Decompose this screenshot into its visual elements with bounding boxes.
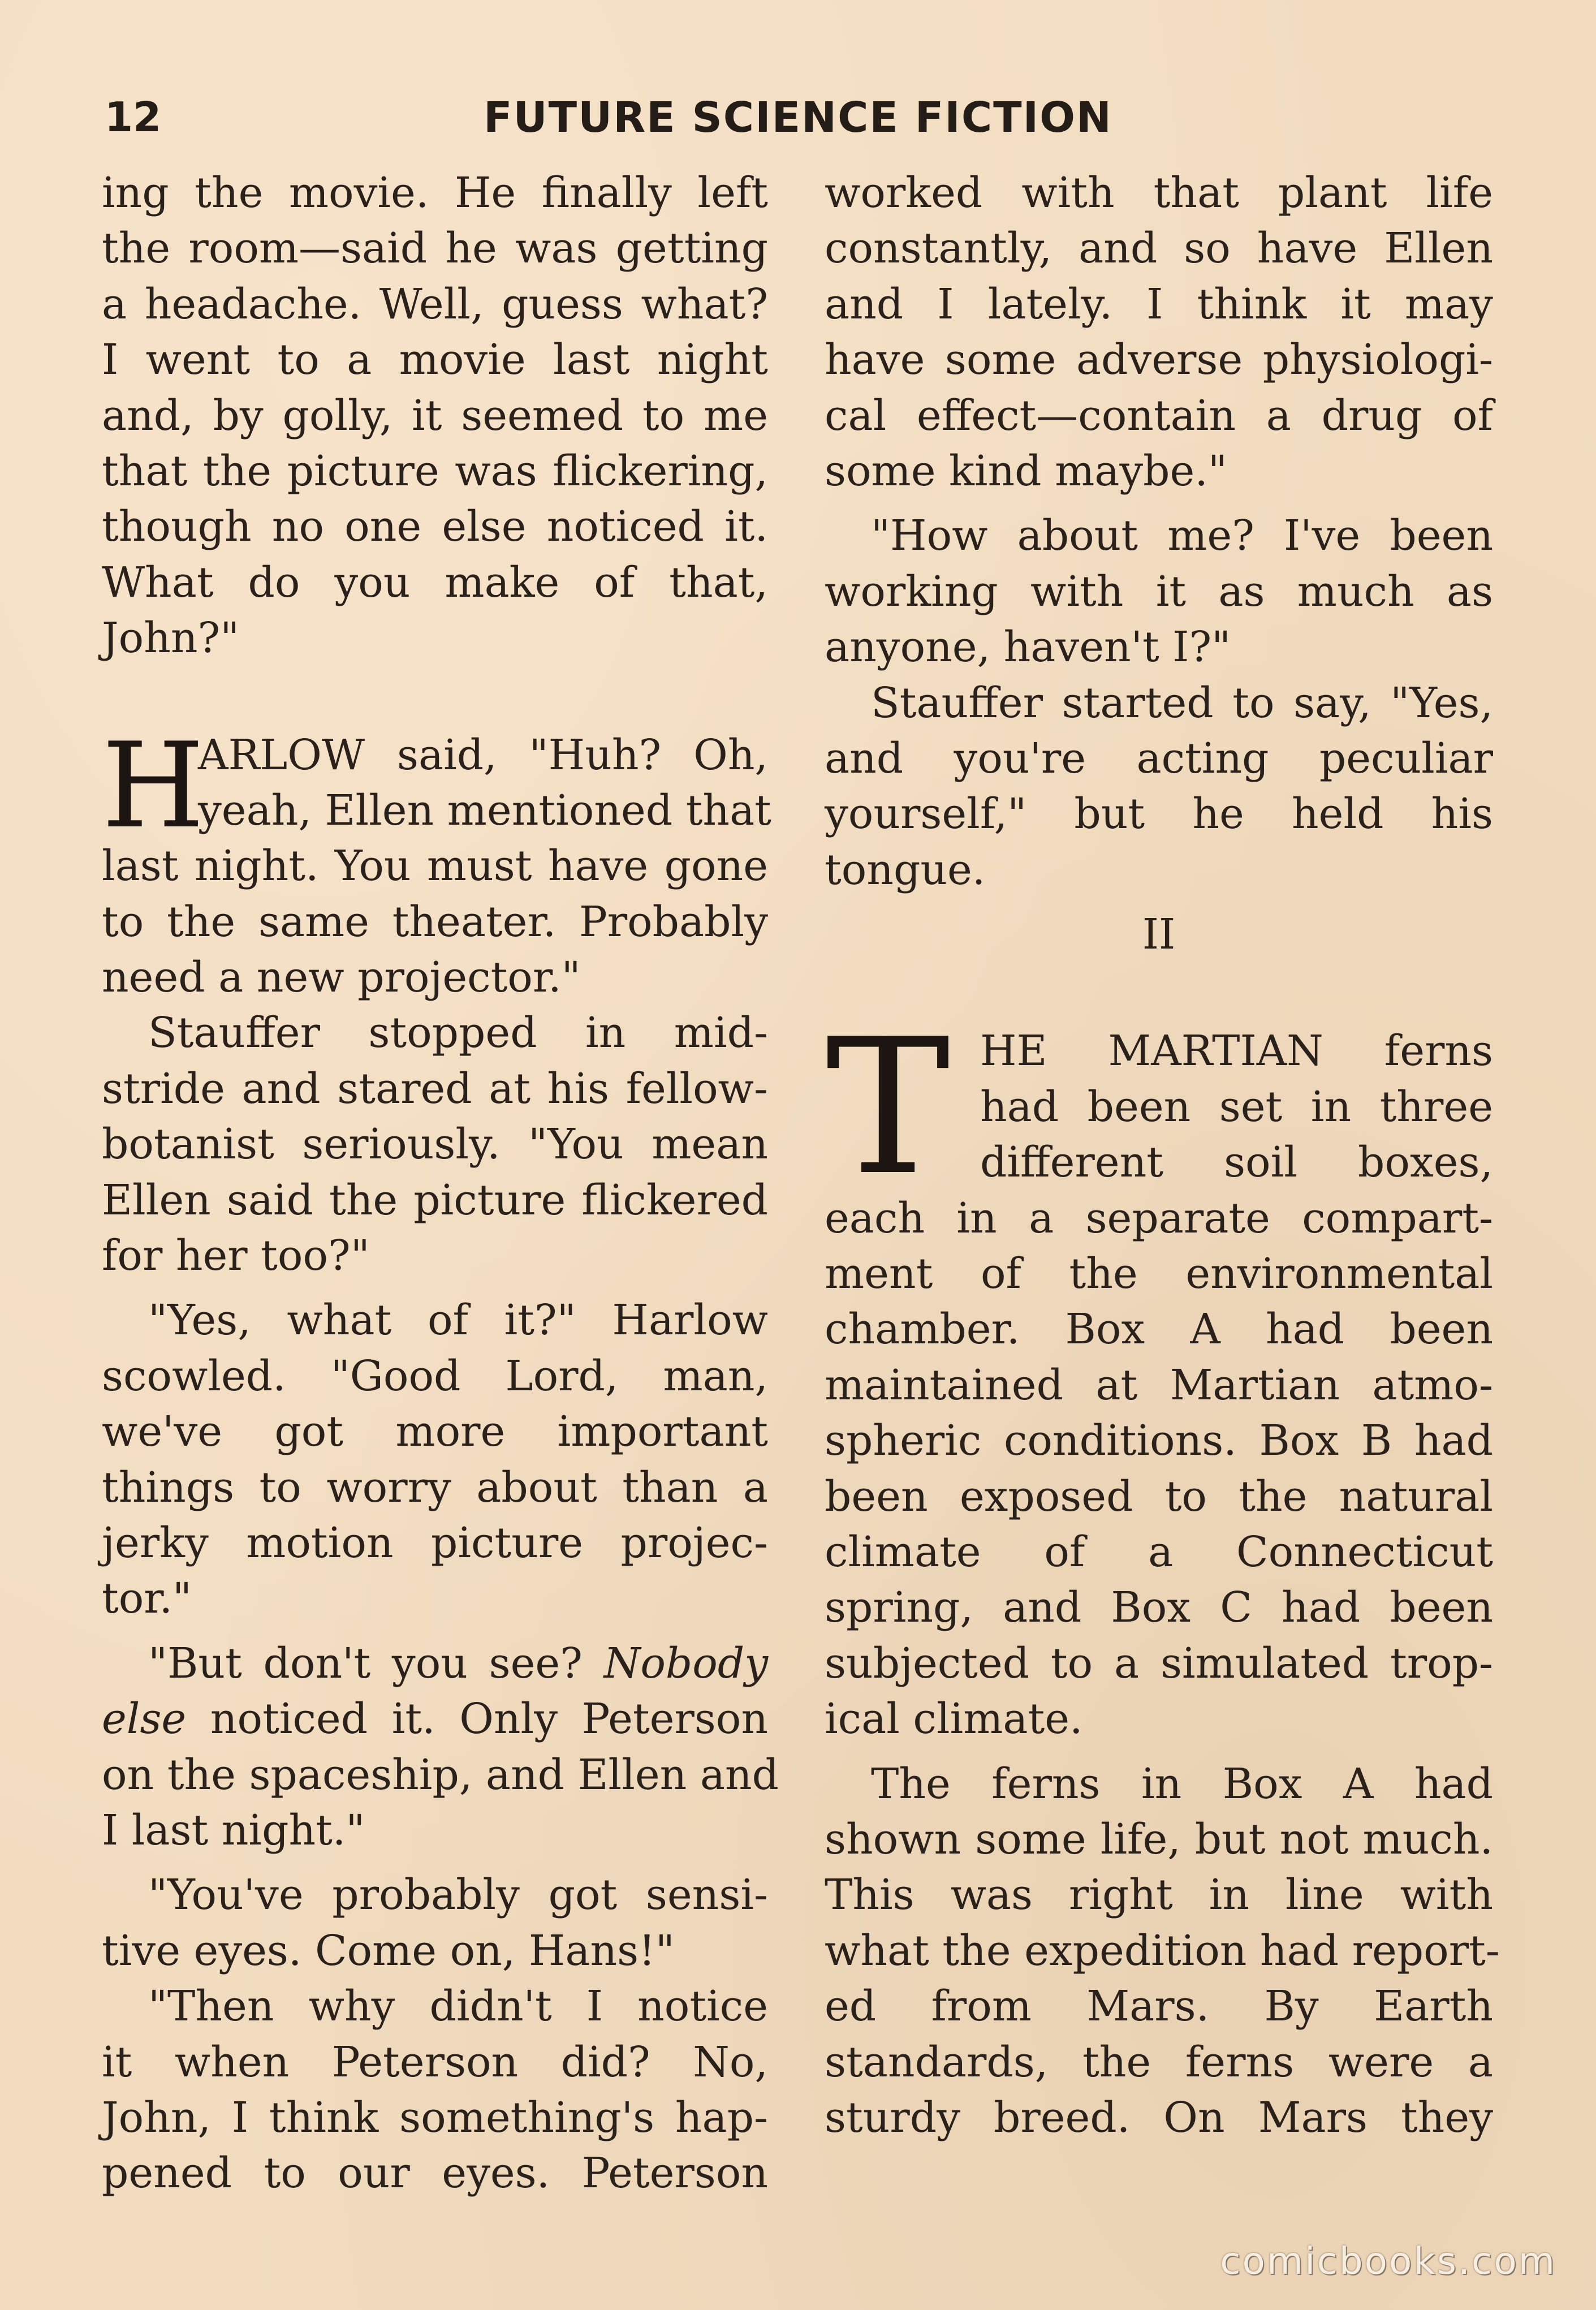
text-line: tongue. [825, 845, 986, 894]
italic-text: else [102, 1695, 187, 1744]
text-line: though no one else noticed it. [102, 502, 768, 551]
text-line: on the spaceship, and Ellen and [102, 1750, 779, 1799]
text-line: and you're acting peculiar [825, 734, 1493, 783]
text-line: tor." [102, 1574, 192, 1623]
text-line: botanist seriously. "You mean [102, 1120, 768, 1169]
text-line: John, I think something's hap- [102, 2093, 768, 2142]
left-column [102, 165, 779, 2201]
text-line: spring, and Box C had been [825, 1583, 1493, 1632]
watermark: comicbooks.com [1220, 2239, 1556, 2283]
text-line: need a new projector." [102, 953, 581, 1002]
text-line: stride and stared at his fellow- [102, 1064, 768, 1113]
page-number: 12 [105, 93, 162, 141]
text-line: maintained at Martian atmo- [825, 1360, 1493, 1410]
text-line: I went to a movie last night [102, 335, 768, 385]
magazine-title: FUTURE SCIENCE FICTION [484, 93, 1112, 142]
text-line: it when Peterson did? No, [102, 2037, 768, 2087]
italic-text: Nobody [603, 1639, 768, 1688]
text-run: noticed it. Only Peterson [210, 1695, 768, 1744]
text-line [102, 1636, 768, 1691]
text-line: things to worry about than a [102, 1463, 768, 1512]
text-line: we've got more important [102, 1407, 768, 1456]
text-line: have some adverse physiologi- [825, 335, 1493, 385]
text-line: last night. You must have gone [102, 842, 768, 891]
text-line: "Yes, what of it?" Harlow [148, 1296, 768, 1345]
text-line: that the picture was flickering, [102, 446, 768, 495]
text-line: working with it as much as [825, 567, 1493, 616]
page-header [105, 93, 1491, 150]
text-line: to the same theater. Probably [102, 897, 768, 946]
drop-cap-letter: T [826, 999, 951, 1217]
text-line: subjected to a simulated trop- [825, 1639, 1493, 1688]
text-line: ing the movie. He finally left [102, 169, 768, 217]
text-line: scowled. "Good Lord, man, [102, 1351, 768, 1400]
right-column [825, 165, 1500, 2145]
text-line: constantly, and so have Ellen [825, 224, 1493, 273]
text-line: standards, the ferns were a [825, 2037, 1493, 2087]
text-line [102, 1691, 768, 1747]
text-line: ment of the environmental [825, 1249, 1493, 1299]
text-line: HE MARTIAN ferns [980, 1027, 1493, 1076]
text-line: John?" [102, 614, 240, 663]
text-line: Ellen said the picture flickered [102, 1175, 768, 1225]
text-line: and I lately. I think it may [825, 279, 1493, 329]
text-line: had been set in three [980, 1082, 1493, 1131]
text-line: shown some life, but not much. [825, 1815, 1493, 1864]
text-line: cal effect—contain a drug of [825, 391, 1493, 440]
text-line: Stauffer started to say, "Yes, [871, 678, 1493, 727]
text-line: and, by golly, it seemed to me [102, 391, 768, 440]
text-line: pened to our eyes. Peterson [102, 2149, 768, 2198]
text-line: sturdy breed. On Mars they [825, 2093, 1493, 2142]
text-line: "You've probably got sensi- [148, 1871, 768, 1920]
text-line: I last night." [102, 1805, 365, 1855]
text-line: jerky motion picture projec- [102, 1518, 768, 1567]
text-run: "But don't you see? [148, 1639, 583, 1688]
text-line: anyone, haven't I?" [825, 623, 1231, 672]
text-line: the room—said he was getting [102, 224, 768, 273]
text-line: spheric conditions. Box B had [825, 1416, 1493, 1466]
text-line: yourself," but he held his [825, 790, 1493, 839]
text-line: This was right in line with [825, 1871, 1493, 1920]
text-line: What do you make of that, [102, 558, 768, 607]
text-line: ical climate. [825, 1695, 1083, 1744]
text-line: some kind maybe." [825, 446, 1227, 495]
text-line: tive eyes. Come on, Hans!" [102, 1926, 675, 1975]
text-line: been exposed to the natural [825, 1472, 1493, 1521]
text-line: climate of a Connecticut [825, 1527, 1493, 1576]
text-line: ARLOW said, "Huh? Oh, [198, 730, 768, 779]
text-line: Stauffer stopped in mid- [148, 1009, 768, 1058]
text-line: worked with that plant life [825, 169, 1493, 217]
text-line: each in a separate compart- [825, 1193, 1493, 1243]
text-line: a headache. Well, guess what? [102, 279, 768, 329]
text-line: different soil boxes, [980, 1138, 1493, 1187]
text-line: "How about me? I've been [871, 511, 1493, 561]
section-number: II [1142, 910, 1176, 959]
text-line: what the expedition had report- [825, 1926, 1500, 1975]
text-line: yeah, Ellen mentioned that [198, 786, 771, 835]
text-line: ed from Mars. By Earth [825, 1982, 1493, 2031]
text-line: chamber. Box A had been [825, 1305, 1493, 1354]
text-line: for her too?" [102, 1231, 370, 1281]
text-line: "Then why didn't I notice [148, 1982, 768, 2031]
drop-cap-letter: H [102, 717, 205, 855]
text-line: The ferns in Box A had [871, 1759, 1493, 1808]
